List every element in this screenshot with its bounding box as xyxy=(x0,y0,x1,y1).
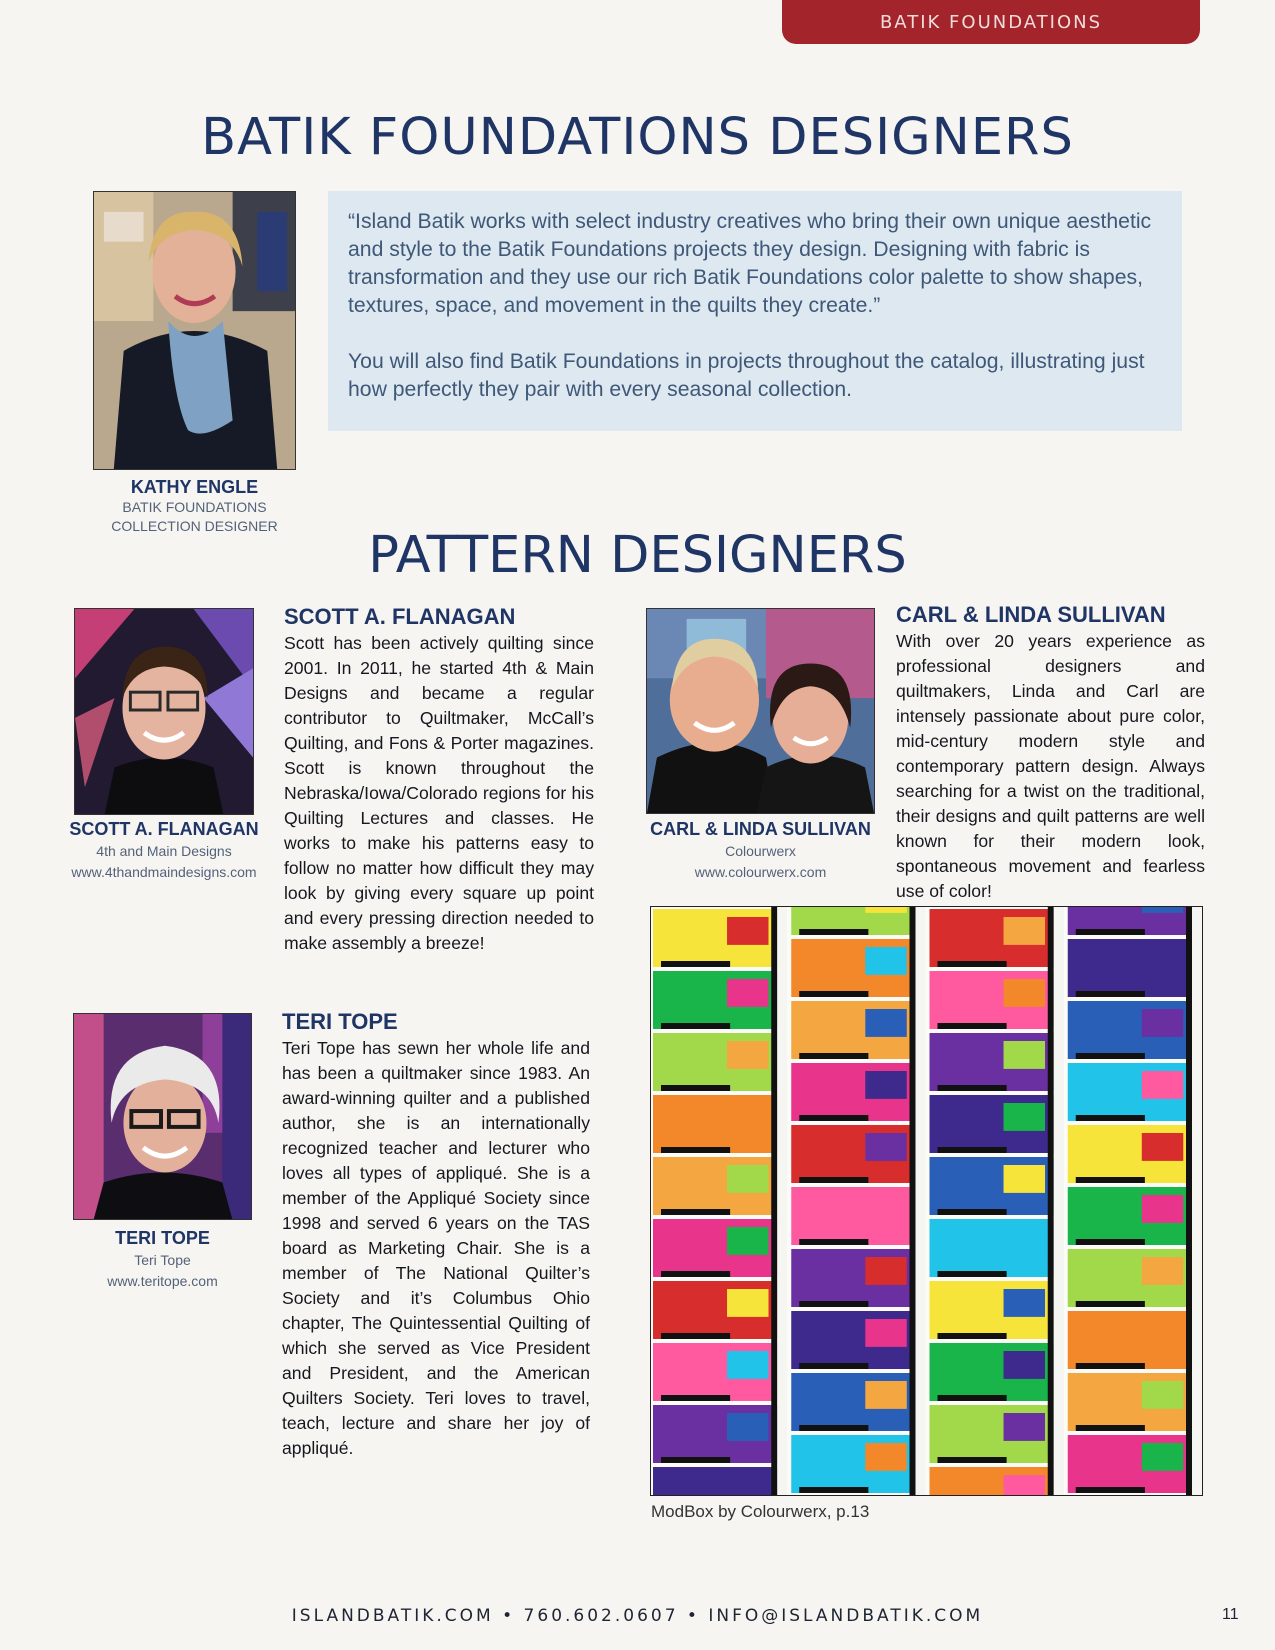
modbox-quilt-image xyxy=(650,906,1203,1496)
intro-quote-box xyxy=(328,191,1182,431)
designer-company: Teri Tope xyxy=(134,1252,191,1268)
sullivan-heading: CARL & LINDA SULLIVAN xyxy=(896,602,1166,627)
scott-flanagan-photo xyxy=(74,608,254,815)
sullivan-photo xyxy=(646,608,875,814)
section-title: PATTERN DESIGNERS xyxy=(368,526,907,585)
designer-name: SCOTT A. FLANAGAN xyxy=(69,819,259,839)
kathy-engle-photo xyxy=(93,191,296,470)
sullivan-bio: With over 20 years experience as professional designers and quiltmakers, Linda and Carl are intensely passionate about pure color, mid-century modern style and contemporary pattern design. Always searching for a twist on the traditional, their designs and quilt patterns are well known for their modern look, spontaneous movement and fearless use of color! xyxy=(896,631,1205,901)
designer-website: www.4thandmaindesigns.com xyxy=(71,864,257,880)
designer-name: TERI TOPE xyxy=(115,1228,210,1248)
designer-role-line1: BATIK FOUNDATIONS xyxy=(122,499,267,515)
page-number: 11 xyxy=(1222,1606,1239,1623)
designer-website: www.colourwerx.com xyxy=(694,864,827,880)
teri-tope-photo xyxy=(73,1013,252,1220)
designer-company: Colourwerx xyxy=(725,843,796,859)
designer-role-line2: COLLECTION DESIGNER xyxy=(111,518,278,534)
page-title: BATIK FOUNDATIONS DESIGNERS xyxy=(201,108,1074,167)
sullivan-caption xyxy=(646,819,875,882)
intro-quote: “Island Batik works with select industry creatives who bring their own unique aesthetic and style to the Batik Foundations projects they design. Designing with fabric is transformation and they use our rich Batik Foundations color palette to show shapes, textures, space, and movement in the quilts they create.” xyxy=(348,210,1152,317)
intro-note: You will also find Batik Foundations in projects throughout the catalog, illustrating just how perfectly they pair with every seasonal collection. xyxy=(348,350,1145,401)
teri-tope-caption xyxy=(66,1228,259,1291)
designer-name: CARL & LINDA SULLIVAN xyxy=(650,819,871,839)
scott-flanagan-caption xyxy=(66,819,262,882)
footer-contact: ISLANDBATIK.COM • 760.602.0607 • INFO@ISLANDBATIK.COM xyxy=(291,1606,984,1626)
teri-tope-heading: TERI TOPE xyxy=(282,1009,398,1034)
scott-flanagan-heading: SCOTT A. FLANAGAN xyxy=(284,604,516,629)
designer-company: 4th and Main Designs xyxy=(96,843,232,859)
quilt-caption: ModBox by Colourwerx, p.13 xyxy=(651,1502,870,1521)
scott-flanagan-bio: Scott has been actively quilting since 2001. In 2011, he started 4th & Main Designs and became a regular contributor to Quiltmaker, McCall’s Quilting, and Fons & Porter magazines. Scott is known throughout the Nebraska/Iowa/Colorado regions for his Quilting Lectures and classes. He works to make his patterns easy to follow no matter how difficult they may look by giving every square up point and every pressing direction needed to make assembly a breeze! xyxy=(284,633,594,953)
teri-tope-bio: Teri Tope has sewn her whole life and has been a quiltmaker since 1983. An award-winning quilter and a published author, she is an internationally recognized teacher and lecturer who loves all types of appliqué. She is a member of the Appliqué Society since 1998 and served 6 years on the TAS board as Marketing Chair. She is a member of The National Quilter’s Society and it’s Columbus Ohio chapter, The Quintessential Quilting of which she served as Vice President and President, and the American Quilters Society. Teri loves to travel, teach, lecture and share her joy of appliqué. xyxy=(282,1038,590,1458)
designer-name: KATHY ENGLE xyxy=(130,477,259,497)
designer-website: www.teritope.com xyxy=(107,1273,218,1289)
section-tab: BATIK FOUNDATIONS xyxy=(782,0,1200,44)
